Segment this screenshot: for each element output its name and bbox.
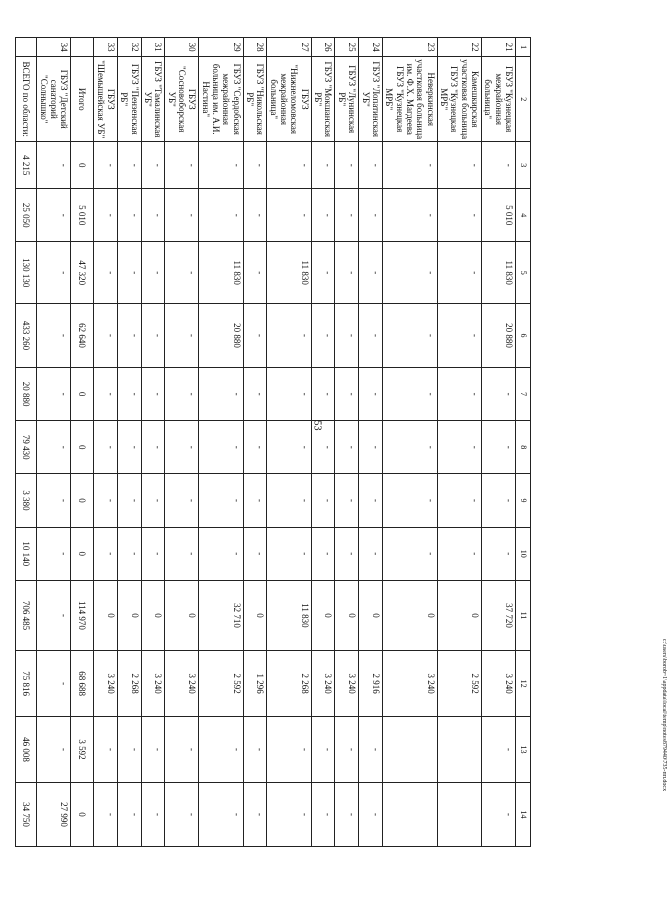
table-cell: 11 830 — [481, 242, 515, 304]
table-cell: - — [311, 717, 335, 783]
table-cell: 0 — [382, 580, 437, 650]
table-cell: - — [335, 474, 359, 527]
table-cell: 22 — [437, 38, 481, 57]
table-row — [481, 38, 515, 847]
table-cell: 2 268 — [117, 651, 141, 717]
table-cell: - — [437, 367, 481, 420]
table-cell: - — [359, 142, 383, 189]
header-cell: 6 — [516, 304, 531, 368]
institution-name-cell: ГБУЗ "Сосновоборская УБ" — [165, 57, 199, 142]
table-cell: - — [481, 367, 515, 420]
table-cell: - — [267, 304, 311, 368]
table-cell: 0 — [243, 580, 267, 650]
header-cell: 13 — [516, 717, 531, 783]
table-cell: - — [243, 717, 267, 783]
table-cell: - — [382, 527, 437, 580]
table-row — [117, 38, 141, 847]
table-cell: 2 592 — [199, 651, 243, 717]
table-cell: - — [243, 189, 267, 242]
institution-name-cell: ГБУЗ "Нижнеломовская межрайонная больница" — [267, 57, 311, 142]
table-cell: - — [311, 367, 335, 420]
table-cell: 3 380 — [16, 474, 37, 527]
table-cell: - — [359, 304, 383, 368]
table-cell: - — [335, 304, 359, 368]
table-cell: - — [359, 527, 383, 580]
table-row — [71, 38, 94, 847]
footer-file-path: c:\users\borob~1\appdata\local\temp\notes879440\735-пп.docx — [661, 638, 667, 792]
table-cell: - — [165, 527, 199, 580]
header-cell: 2 — [516, 57, 531, 142]
table-cell: - — [267, 142, 311, 189]
table-cell: - — [267, 717, 311, 783]
table-cell: - — [382, 142, 437, 189]
table-cell: - — [165, 304, 199, 368]
table-cell: - — [311, 421, 335, 474]
table-cell: - — [335, 717, 359, 783]
table-cell: 0 — [141, 580, 165, 650]
institution-name-cell: Камешкирская участковая больница ГБУЗ "Кузнецкая МРБ" — [437, 57, 481, 142]
table-row — [311, 38, 335, 847]
table-cell: - — [267, 421, 311, 474]
table-cell: - — [141, 421, 165, 474]
table-cell: 3 240 — [141, 651, 165, 717]
table-container — [21, 37, 531, 847]
table-cell: 25 — [335, 38, 359, 57]
table-cell: - — [141, 367, 165, 420]
table-cell: 11 830 — [267, 580, 311, 650]
header-cell: 8 — [516, 421, 531, 474]
table-cell: 4 215 — [16, 142, 37, 189]
table-cell: - — [94, 367, 118, 420]
institution-name-cell: ГБУЗ "Кузнецкая межрайонная больница" — [481, 57, 515, 142]
table-cell: 0 — [165, 580, 199, 650]
table-cell: - — [94, 527, 118, 580]
table-cell: - — [141, 527, 165, 580]
table-cell: - — [437, 474, 481, 527]
table-cell: - — [311, 783, 335, 847]
table-cell: - — [437, 421, 481, 474]
table-cell: - — [37, 580, 71, 650]
table-row — [335, 38, 359, 847]
table-cell: 2 268 — [267, 651, 311, 717]
table-cell: - — [437, 142, 481, 189]
table-cell: - — [165, 367, 199, 420]
table-cell: - — [437, 189, 481, 242]
table-cell: - — [335, 527, 359, 580]
table-cell: - — [335, 783, 359, 847]
header-cell: 5 — [516, 242, 531, 304]
table-row — [382, 38, 437, 847]
table-cell: - — [141, 783, 165, 847]
table-cell: - — [94, 421, 118, 474]
table-cell: - — [243, 242, 267, 304]
table-cell: - — [199, 142, 243, 189]
table-cell: 24 — [359, 38, 383, 57]
table-cell: - — [94, 783, 118, 847]
header-row — [516, 38, 531, 847]
table-cell: 0 — [311, 580, 335, 650]
table-cell: - — [311, 189, 335, 242]
table-cell: 3 240 — [94, 651, 118, 717]
institution-name-cell: ГБУЗ "Тамалинская УБ" — [141, 57, 165, 142]
table-cell: - — [141, 142, 165, 189]
institution-name-cell: ВСЕГО по области: — [16, 57, 37, 142]
table-cell: - — [481, 717, 515, 783]
table-cell: 62 640 — [71, 304, 94, 368]
table-cell: - — [141, 189, 165, 242]
table-cell: - — [117, 142, 141, 189]
table-cell: 0 — [437, 580, 481, 650]
table-cell: - — [141, 304, 165, 368]
table-cell: - — [359, 474, 383, 527]
table-row — [199, 38, 243, 847]
table-cell: - — [243, 474, 267, 527]
table-cell: 2 916 — [359, 651, 383, 717]
table-cell: 27 990 — [37, 783, 71, 847]
table-row — [267, 38, 311, 847]
table-cell — [382, 717, 437, 783]
table-cell: - — [141, 242, 165, 304]
table-cell: - — [481, 783, 515, 847]
table-cell: 3 240 — [311, 651, 335, 717]
table-cell: - — [199, 367, 243, 420]
table-cell: - — [37, 367, 71, 420]
header-cell: 4 — [516, 189, 531, 242]
institution-name-cell: ГБУЗ "Пензенская РБ" — [117, 57, 141, 142]
table-cell: - — [117, 717, 141, 783]
table-cell: - — [117, 367, 141, 420]
institution-name-cell: ГБУЗ "Никольская РБ" — [243, 57, 267, 142]
table-cell: - — [359, 421, 383, 474]
table-cell: - — [94, 242, 118, 304]
table-cell: - — [335, 142, 359, 189]
table-cell: - — [165, 421, 199, 474]
budget-table — [15, 37, 531, 847]
table-cell: 3 240 — [382, 651, 437, 717]
table-cell: - — [94, 304, 118, 368]
table-cell: - — [165, 189, 199, 242]
table-cell: 32 — [117, 38, 141, 57]
table-row — [16, 38, 37, 847]
table-row — [359, 38, 383, 847]
table-cell: 3 240 — [335, 651, 359, 717]
table-cell: - — [311, 304, 335, 368]
table-cell: 23 — [382, 38, 437, 57]
table-cell: - — [199, 474, 243, 527]
table-cell: 28 — [243, 38, 267, 57]
institution-name-cell: ГБУЗ "Лунинская РБ" — [335, 57, 359, 142]
table-cell: - — [243, 142, 267, 189]
table-cell: - — [382, 367, 437, 420]
table-cell: - — [335, 421, 359, 474]
table-cell: 11 830 — [267, 242, 311, 304]
table-cell: 20 880 — [199, 304, 243, 368]
table-cell: 0 — [335, 580, 359, 650]
page-number: 53 — [311, 420, 323, 431]
header-cell: 11 — [516, 580, 531, 650]
table-cell: - — [359, 783, 383, 847]
table-cell: 31 — [141, 38, 165, 57]
table-cell: - — [165, 783, 199, 847]
table-cell: - — [37, 304, 71, 368]
table-cell: - — [267, 783, 311, 847]
table-cell: - — [141, 717, 165, 783]
table-cell: - — [267, 474, 311, 527]
table-cell: - — [311, 242, 335, 304]
table-cell: 0 — [71, 474, 94, 527]
table-cell: - — [117, 304, 141, 368]
table-cell: 11 830 — [199, 242, 243, 304]
table-row — [243, 38, 267, 847]
table-cell: 1 296 — [243, 651, 267, 717]
table-cell: 114 970 — [71, 580, 94, 650]
table-cell: - — [481, 527, 515, 580]
table-cell: 5 010 — [71, 189, 94, 242]
table-cell: - — [382, 304, 437, 368]
table-cell: 3 240 — [165, 651, 199, 717]
table-cell: - — [117, 474, 141, 527]
table-cell: - — [382, 242, 437, 304]
table-cell: 20 880 — [481, 304, 515, 368]
table-cell: - — [243, 783, 267, 847]
table-cell: - — [335, 242, 359, 304]
table-cell: 25 050 — [16, 189, 37, 242]
table-cell: - — [37, 717, 71, 783]
table-cell: - — [359, 189, 383, 242]
header-cell: 7 — [516, 367, 531, 420]
table-cell: 26 — [311, 38, 335, 57]
institution-name-cell: ГБУЗ "Детский санаторий "Солнышко" — [37, 57, 71, 142]
table-cell: - — [437, 242, 481, 304]
table-cell: 79 430 — [16, 421, 37, 474]
table-cell: 0 — [71, 527, 94, 580]
table-cell: 706 485 — [16, 580, 37, 650]
table-cell: - — [481, 474, 515, 527]
table-cell: - — [437, 527, 481, 580]
institution-name-cell: ГБУЗ "Лопатинская УБ" — [359, 57, 383, 142]
table-cell: 130 130 — [16, 242, 37, 304]
table-cell: - — [267, 527, 311, 580]
header-cell: 3 — [516, 142, 531, 189]
table-row — [37, 38, 71, 847]
table-cell: 34 — [37, 38, 71, 57]
table-cell — [16, 38, 37, 57]
table-cell: 0 — [71, 367, 94, 420]
table-cell: - — [359, 717, 383, 783]
table-cell: - — [267, 189, 311, 242]
header-cell: 10 — [516, 527, 531, 580]
table-cell: - — [117, 783, 141, 847]
table-row — [437, 38, 481, 847]
table-cell: - — [165, 474, 199, 527]
table-cell: - — [267, 367, 311, 420]
table-cell: 37 720 — [481, 580, 515, 650]
table-cell: - — [94, 474, 118, 527]
table-cell: - — [243, 367, 267, 420]
table-cell: - — [117, 242, 141, 304]
table-cell: 47 320 — [71, 242, 94, 304]
table-cell — [437, 783, 481, 847]
table-cell: - — [141, 474, 165, 527]
table-cell: 3 240 — [481, 651, 515, 717]
table-cell: - — [37, 474, 71, 527]
table-cell: - — [382, 189, 437, 242]
table-cell: 33 — [94, 38, 118, 57]
table-cell: 5 010 — [481, 189, 515, 242]
table-cell: 32 710 — [199, 580, 243, 650]
table-cell: - — [94, 717, 118, 783]
table-cell: - — [37, 527, 71, 580]
table-cell: - — [37, 242, 71, 304]
table-cell: - — [37, 651, 71, 717]
table-cell: - — [94, 142, 118, 189]
table-cell: 21 — [481, 38, 515, 57]
table-cell — [71, 38, 94, 57]
table-cell: 433 260 — [16, 304, 37, 368]
table-cell: 3 592 — [71, 717, 94, 783]
table-cell: - — [199, 783, 243, 847]
table-cell: - — [94, 189, 118, 242]
table-cell: 0 — [94, 580, 118, 650]
table-cell — [437, 717, 481, 783]
table-cell: - — [117, 421, 141, 474]
table-cell: 27 — [267, 38, 311, 57]
rotated-page-content — [21, 37, 531, 847]
table-cell: - — [481, 142, 515, 189]
institution-name-cell: ГБУЗ "Сердобская межрайонная больница им. А.И. Настина" — [199, 57, 243, 142]
institution-name-cell: ГБУЗ "Шемышейская УБ" — [94, 57, 118, 142]
table-cell: 0 — [71, 421, 94, 474]
table-cell: 10 140 — [16, 527, 37, 580]
table-cell: 30 — [165, 38, 199, 57]
table-cell: - — [311, 474, 335, 527]
institution-name-cell: Итого — [71, 57, 94, 142]
header-cell: 12 — [516, 651, 531, 717]
table-cell: - — [359, 242, 383, 304]
table-cell: 20 880 — [16, 367, 37, 420]
table-cell: - — [335, 189, 359, 242]
table-cell: 29 — [199, 38, 243, 57]
table-cell: - — [311, 142, 335, 189]
table-row — [165, 38, 199, 847]
table-cell: 46 008 — [16, 717, 37, 783]
table-cell: - — [382, 474, 437, 527]
table-cell: - — [481, 421, 515, 474]
table-cell: - — [382, 421, 437, 474]
header-cell: 9 — [516, 474, 531, 527]
table-cell: - — [243, 527, 267, 580]
table-cell: - — [37, 421, 71, 474]
table-cell: - — [165, 242, 199, 304]
table-cell: 75 816 — [16, 651, 37, 717]
table-cell: - — [199, 527, 243, 580]
institution-name-cell: Неверкинская участковая больница им. Ф.Х. Магдеева ГБУЗ "Кузнецкая МРБ" — [382, 57, 437, 142]
table-cell: - — [311, 527, 335, 580]
header-cell: 14 — [516, 783, 531, 847]
table-cell: - — [37, 142, 71, 189]
table-cell: - — [165, 142, 199, 189]
table-cell: - — [199, 189, 243, 242]
table-row — [94, 38, 118, 847]
table-cell: - — [243, 304, 267, 368]
header-cell: 1 — [516, 38, 531, 57]
table-cell: - — [359, 367, 383, 420]
table-cell: - — [199, 421, 243, 474]
table-cell: 34 750 — [16, 783, 37, 847]
table-cell: - — [199, 717, 243, 783]
table-cell: - — [243, 421, 267, 474]
table-cell: 0 — [71, 783, 94, 847]
table-cell: 2 592 — [437, 651, 481, 717]
table-cell: - — [117, 527, 141, 580]
table-cell: 0 — [71, 142, 94, 189]
table-cell: - — [37, 189, 71, 242]
table-cell: - — [335, 367, 359, 420]
table-cell: - — [165, 717, 199, 783]
table-cell — [382, 783, 437, 847]
table-row — [141, 38, 165, 847]
table-cell: 0 — [359, 580, 383, 650]
table-cell: - — [117, 189, 141, 242]
institution-name-cell: ГБУЗ "Мокшанская РБ" — [311, 57, 335, 142]
table-cell: 0 — [117, 580, 141, 650]
table-cell: 68 688 — [71, 651, 94, 717]
table-cell: - — [437, 304, 481, 368]
